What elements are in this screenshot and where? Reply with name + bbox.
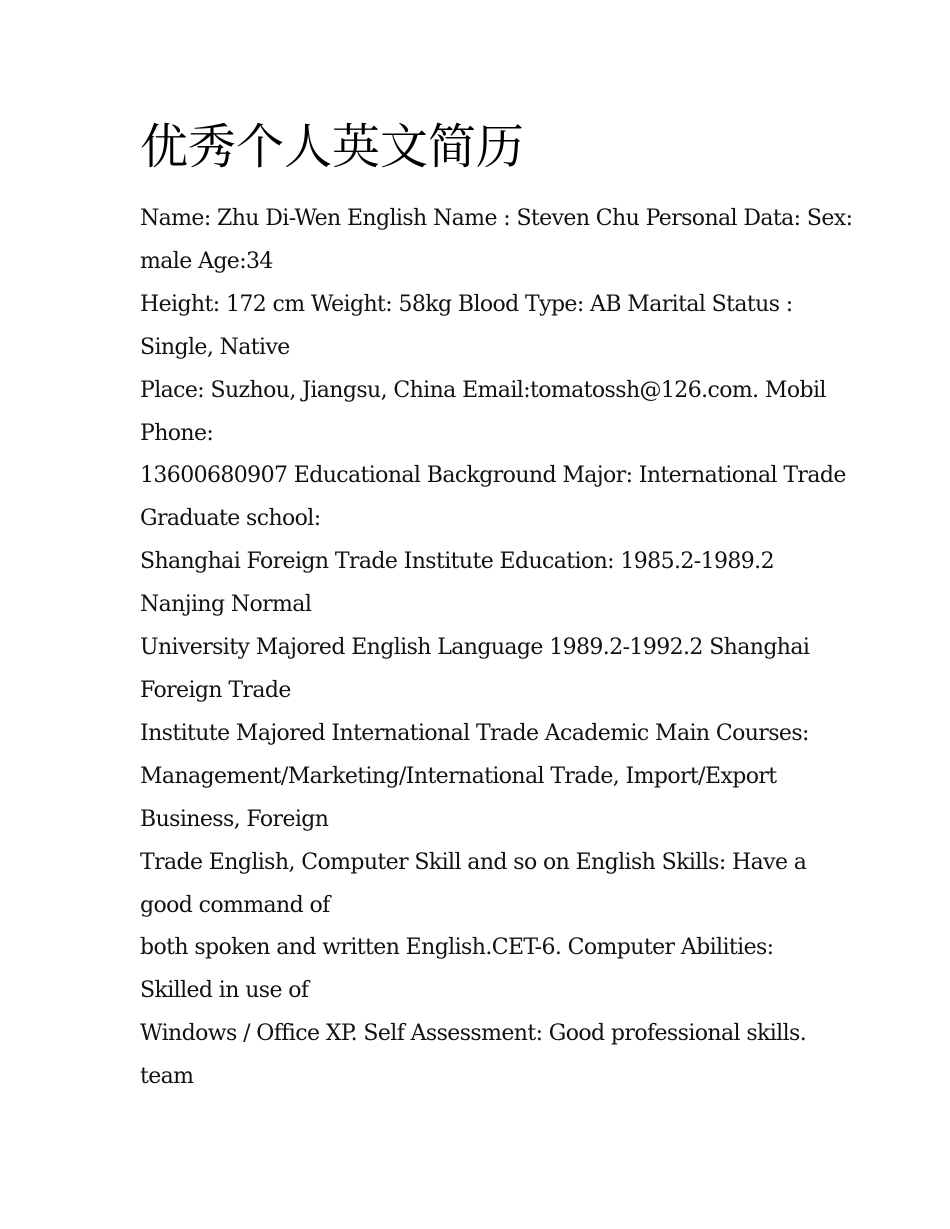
body-line: Graduate school: bbox=[140, 506, 321, 532]
body-line: Place: Suzhou, Jiangsu, China Email:tomatossh@126.com. Mobil bbox=[140, 377, 826, 403]
body-line: Windows / Office XP. Self Assessment: Good professional skills. bbox=[140, 1021, 807, 1047]
body-line: Foreign Trade bbox=[140, 677, 291, 703]
body-line: Name: Zhu Di-Wen English Name : Steven Chu Personal Data: Sex: bbox=[140, 206, 853, 231]
body-line: Phone: bbox=[140, 420, 214, 446]
body-line: team bbox=[140, 1064, 194, 1090]
body-line: Institute Majored International Trade Academic Main Courses: bbox=[140, 720, 809, 746]
body-line: University Majored English Language 1989.2-1992.2 Shanghai bbox=[140, 635, 810, 661]
body-line: good command of bbox=[140, 892, 330, 918]
resume-body bbox=[140, 198, 853, 1099]
body-line: male Age:34 bbox=[140, 248, 273, 274]
body-line: Management/Marketing/International Trade, Import/Export bbox=[140, 763, 777, 789]
body-line: Nanjing Normal bbox=[140, 592, 312, 618]
body-line: Business, Foreign bbox=[140, 806, 329, 832]
body-line: Height: 172 cm Weight: 58kg Blood Type: AB Marital Status : bbox=[140, 291, 793, 317]
body-line: Shanghai Foreign Trade Institute Education: 1985.2-1989.2 bbox=[140, 549, 774, 575]
body-line: Skilled in use of bbox=[140, 978, 309, 1004]
body-line: Trade English, Computer Skill and so on English Skills: Have a bbox=[140, 849, 807, 875]
body-line: both spoken and written English.CET-6. Computer Abilities: bbox=[140, 935, 774, 961]
body-line: Single, Native bbox=[140, 334, 290, 360]
body-line: 13600680907 Educational Background Major: International Trade bbox=[140, 463, 846, 489]
document-title: 优秀个人英文简历 bbox=[140, 119, 525, 175]
